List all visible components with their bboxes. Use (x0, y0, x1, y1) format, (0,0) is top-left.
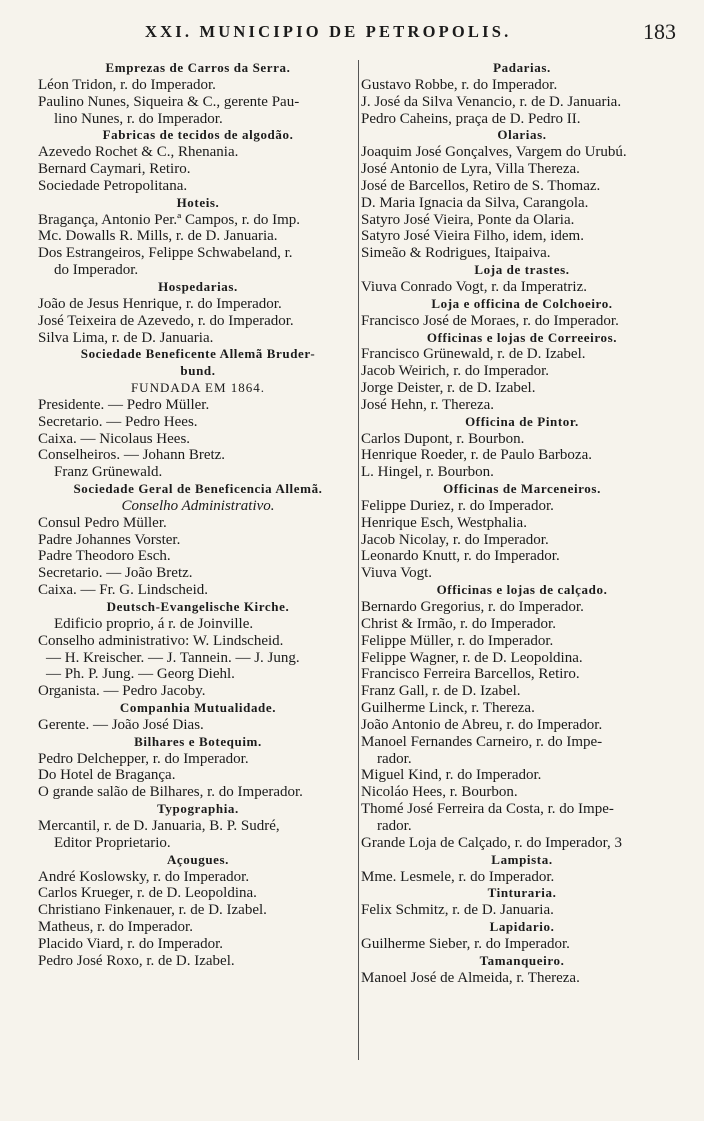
page-header (0, 19, 704, 52)
section-heading: Padarias. (493, 60, 551, 75)
entry-line: rador. (377, 817, 412, 834)
entry-line: José de Barcellos, Retiro de S. Thomaz. (361, 177, 601, 194)
entry-line: João de Jesus Henrique, r. do Imperador. (38, 295, 282, 312)
entry-line: Secretario. — Pedro Hees. (38, 413, 198, 430)
entry-line: Conselho administrativo: W. Lindscheid. (38, 632, 284, 649)
entry-line: André Koslowsky, r. do Imperador. (38, 868, 250, 885)
entry-line: Placido Viard, r. do Imperador. (38, 935, 224, 952)
section-heading: Lapidario. (489, 919, 555, 935)
entry-line: Felippe Duriez, r. do Imperador. (361, 497, 554, 514)
entry-line: Mme. Lesmele, r. do Imperador. (361, 868, 555, 885)
entry-line: rador. (377, 750, 412, 767)
section-heading: Hoteis. (176, 194, 220, 210)
entry-line: Carlos Dupont, r. Bourbon. (361, 430, 525, 447)
entry-line: Grande Loja de Calçado, r. do Imperador, 3 (361, 834, 622, 851)
entry-line: lino Nunes, r. do Imperador. (54, 110, 223, 127)
entry-line: Caixa. — Fr. G. Lindscheid. (38, 582, 208, 599)
entry-line: Paulino Nunes, Siqueira & C., gerente Pau- (38, 93, 300, 110)
entry-line: J. José da Silva Venancio, r. de D. Januaria. (361, 93, 622, 110)
entry-line: Bernardo Gregorius, r. do Imperador. (361, 599, 584, 615)
section-heading: Companhia Mutualidade. (119, 700, 277, 716)
entry-line: Satyro José Vieira, Ponte da Olaria. (361, 211, 575, 228)
entry-line: Mc. Dowalls R. Mills, r. de D. Januaria. (38, 228, 278, 245)
entry-line: Jacob Nicolay, r. do Imperador. (361, 531, 549, 548)
entry-line: Henrique Esch, Westphalia. (361, 514, 527, 531)
entry-line: Pedro Caheins, praça de D. Pedro II. (361, 110, 581, 127)
entry-line: Matheus, r. do Imperador. (38, 919, 193, 936)
entry-line: João Antonio de Abreu, r. do Imperador. (361, 716, 603, 733)
entry-line: Henrique Roeder, r. de Paulo Barboza. (361, 447, 592, 464)
entry-line: Jacob Weirich, r. do Imperador. (361, 363, 550, 380)
entry-line: Guilherme Linck, r. Thereza. (361, 700, 535, 717)
entry-line: Pedro Delchepper, r. do Imperador. (38, 750, 249, 767)
entry-line: Pedro José Roxo, r. de D. Izabel. (38, 952, 235, 969)
entry-line: Jorge Deister, r. de D. Izabel. (361, 380, 536, 397)
entry-line: Conselheiros. — Johann Bretz. (38, 447, 226, 464)
entry-line: — Ph. P. Jung. — Georg Diehl. (46, 666, 235, 683)
entry-line: Edificio proprio, á r. de Joinville. (54, 615, 254, 632)
section-heading: Hospedarias. (158, 278, 238, 294)
left-column (38, 60, 358, 970)
section-heading: Tamanqueiro. (479, 952, 565, 968)
entry-line: Franz Grünewald. (54, 464, 163, 481)
entry-line: Franz Gall, r. de D. Izabel. (361, 683, 521, 700)
entry-line: Sociedade Petropolitana. (38, 177, 188, 194)
entry-line: Viuva Vogt. (361, 565, 433, 582)
entry-line: Francisco Ferreira Barcellos, Retiro. (361, 666, 580, 683)
entry-line: Padre Theodoro Esch. (38, 548, 171, 565)
section-heading: Typographia. (157, 801, 239, 817)
entry-line: Mercantil, r. de D. Januaria, B. P. Sudré, (38, 817, 280, 834)
entry-line: D. Maria Ignacia da Silva, Carangola. (361, 194, 589, 211)
entry-line: Miguel Kind, r. do Imperador. (361, 767, 542, 784)
entry-line: Dos Estrangeiros, Felippe Schwabeland, r. (38, 245, 293, 262)
entry-line: Carlos Krueger, r. de D. Leopoldina. (38, 885, 257, 902)
entry-line: Nicoláo Hees, r. Bourbon. (361, 784, 518, 801)
section-heading: Loja de trastes. (474, 262, 570, 278)
section-heading: Sociedade Geral de Beneficencia Allemã. (73, 481, 323, 497)
entry-line: Léon Tridon, r. do Imperador. (38, 76, 216, 93)
section-heading: Olarias. (497, 127, 547, 143)
section-heading: Emprezas de Carros da Serra. (105, 60, 291, 75)
section-heading: Officinas e lojas de Correeiros. (426, 329, 618, 345)
section-heading: Loja e officina de Colchoeiro. (431, 295, 613, 311)
entry-line: Christiano Finkenauer, r. de D. Izabel. (38, 902, 267, 919)
entry-line: Gerente. — João José Dias. (38, 716, 204, 733)
entry-line: Presidente. — Pedro Müller. (38, 396, 210, 413)
entry-line: O grande salão de Bilhares, r. do Imperador. (38, 784, 303, 801)
section-heading: Lampista. (491, 851, 553, 867)
entry-line: Bernard Caymari, Retiro. (38, 161, 191, 178)
section-heading: Officinas de Marceneiros. (443, 481, 601, 497)
section-heading: Sociedade Beneficente Allemã Bruder- (80, 346, 316, 362)
entry-line: Padre Johannes Vorster. (38, 531, 181, 548)
section-heading: Deutsch-Evangelische Kirche. (106, 599, 290, 614)
page-title: XXI. MUNICIPIO DE PETROPOLIS. (145, 22, 512, 41)
entry-line: Do Hotel de Bragança. (38, 767, 176, 784)
right-column (361, 60, 683, 986)
section-subheading: Conselho Administrativo. (121, 497, 275, 514)
entry-line: Francisco Grünewald, r. de D. Izabel. (361, 346, 586, 363)
column-divider (358, 60, 359, 1060)
section-heading: bund. (180, 363, 216, 379)
entry-line: José Teixeira de Azevedo, r. do Imperador. (38, 312, 294, 329)
entry-line: Gustavo Robbe, r. do Imperador. (361, 76, 558, 93)
section-heading: Bilhares e Botequim. (134, 733, 262, 749)
entry-line: Caixa. — Nicolaus Hees. (38, 430, 191, 447)
entry-line: Christ & Irmão, r. do Imperador. (361, 615, 556, 632)
entry-line: — H. Kreischer. — J. Tannein. — J. Jung. (46, 649, 300, 666)
entry-line: Editor Proprietario. (54, 834, 171, 851)
entry-line: Joaquim José Gonçalves, Vargem do Urubú. (361, 144, 627, 161)
section-heading: Tinturaria. (487, 885, 557, 901)
entry-line: Viuva Conrado Vogt, r. da Imperatriz. (361, 278, 587, 295)
entry-line: Manoel Fernandes Carneiro, r. do Impe- (361, 733, 603, 750)
entry-line: Thomé José Ferreira da Costa, r. do Impe- (361, 801, 614, 818)
entry-line: José Antonio de Lyra, Villa Thereza. (361, 161, 580, 178)
entry-line: José Hehn, r. Thereza. (361, 396, 495, 413)
entry-line: Simeão & Rodrigues, Itaipaiva. (361, 245, 551, 262)
entry-line: Francisco José de Moraes, r. do Imperador. (361, 312, 619, 329)
page-number: 183 (643, 19, 676, 44)
entry-line: Silva Lima, r. de D. Januaria. (38, 329, 214, 346)
entry-line: Organista. — Pedro Jacoby. (38, 683, 206, 700)
entry-line: Azevedo Rochet & C., Rhenania. (38, 144, 239, 161)
section-heading: Açougues. (166, 851, 230, 867)
entry-line: Guilherme Sieber, r. do Imperador. (361, 935, 570, 952)
entry-line: Bragança, Antonio Per.ª Campos, r. do Imp. (38, 211, 301, 228)
entry-line: Felippe Müller, r. do Imperador. (361, 632, 554, 649)
entry-line: Consul Pedro Müller. (38, 514, 167, 531)
entry-line: Satyro José Vieira Filho, idem, idem. (361, 228, 584, 245)
entry-line: Manoel José de Almeida, r. Thereza. (361, 969, 580, 986)
entry-line: L. Hingel, r. Bourbon. (361, 464, 494, 481)
founding-note: FUNDADA EM 1864. (130, 380, 266, 396)
section-heading: Fabricas de tecidos de algodão. (102, 127, 294, 143)
entry-line: do Imperador. (54, 262, 139, 279)
entry-line: Secretario. — João Bretz. (38, 565, 193, 582)
section-heading: Officina de Pintor. (465, 413, 579, 429)
section-heading: Officinas e lojas de calçado. (436, 582, 608, 598)
entry-line: Felippe Wagner, r. de D. Leopoldina. (361, 649, 583, 666)
entry-line: Felix Schmitz, r. de D. Januaria. (361, 902, 554, 919)
entry-line: Leonardo Knutt, r. do Imperador. (361, 548, 560, 565)
